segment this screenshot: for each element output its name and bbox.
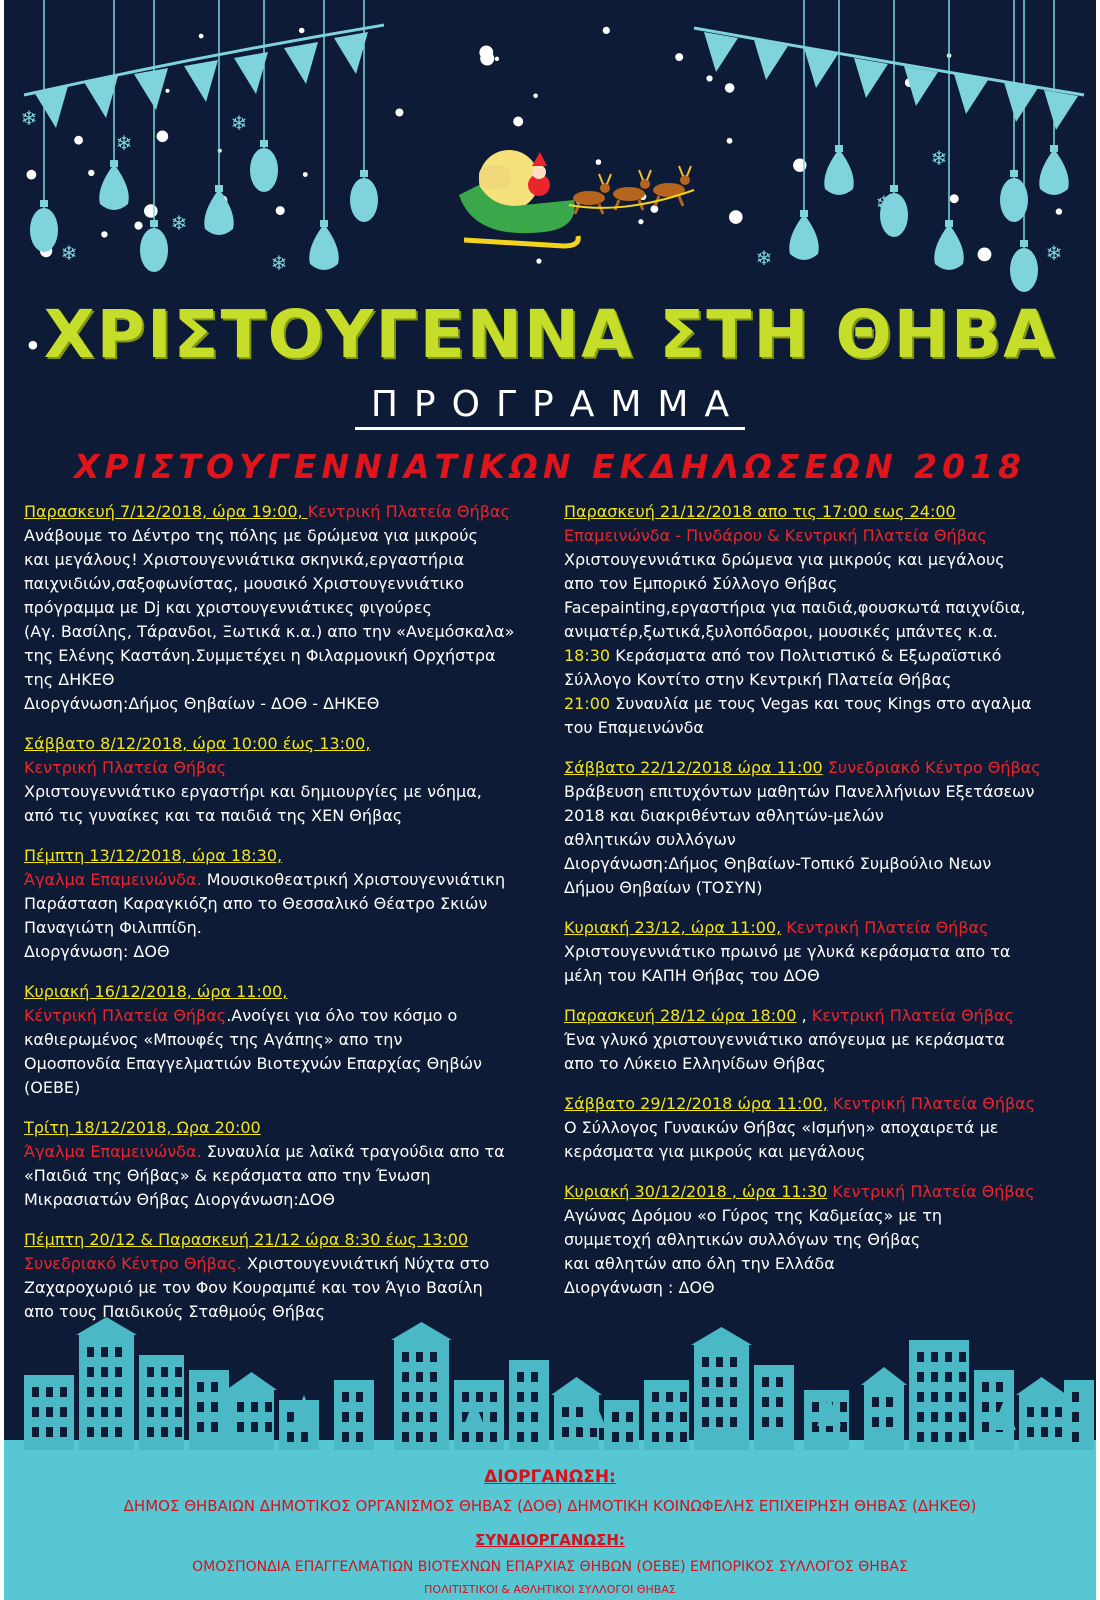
event-text: καθιερωμένος «Μπουφές της Αγάπης» απο την xyxy=(24,1030,403,1049)
event-location: Κεντρική Πλατεία Θήβας xyxy=(24,758,227,777)
coorganizer-heading: ΣΥΝΔΙΟΡΓΑΝΩΣΗ: xyxy=(475,1531,625,1549)
svg-text:❄: ❄ xyxy=(170,211,188,235)
event-line xyxy=(564,876,1084,900)
event-date: Σάββατο 22/12/2018 ώρα 11:00 xyxy=(564,758,823,777)
program-event xyxy=(564,1092,1084,1164)
event-text: Facepainting,εργαστήρια για παιδιά,φουσκωτά παιχνίδια, xyxy=(564,598,1026,617)
event-text: Αγώνας Δρόμου «ο Γύρος της Καδμείας» με τη xyxy=(564,1206,943,1225)
ornament-icon xyxy=(30,0,1069,292)
event-location: Συνεδριακό Κέντρο Θήβας. xyxy=(24,1254,242,1273)
event-text: (ΟΕΒΕ) xyxy=(24,1078,81,1097)
event-text: παιχνιδιών,σαξοφωνίστας, μουσικό Χριστουγεννιάτικο xyxy=(24,574,465,593)
event-line xyxy=(24,668,554,692)
event-text: .Ανοίγει για όλο τον κόσμο ο xyxy=(226,1006,458,1025)
event-location: Κέντρική Πλατεία Θήβας xyxy=(24,1006,227,1025)
event-line xyxy=(24,1252,554,1276)
event-text: Παράσταση Καραγκιόζη απο το Θεσσαλικό Θέατρο Σκιών xyxy=(24,894,488,913)
event-text: Βράβευση επιτυχόντων μαθητών Πανελλήνιων Εξετάσεων xyxy=(564,782,1035,801)
event-line xyxy=(564,916,1084,940)
event-line xyxy=(24,844,554,868)
event-text: Μικρασιατών Θήβας Διοργάνωση:ΔΟΘ xyxy=(24,1190,335,1209)
event-location: Κεντρική Πλατεία Θήβας xyxy=(827,1182,1035,1201)
svg-text:❄: ❄ xyxy=(60,241,78,265)
program-event xyxy=(24,732,554,828)
program-event xyxy=(24,500,554,716)
svg-text:❄: ❄ xyxy=(875,191,893,215)
event-text: Ο Σύλλογος Γυναικών Θήβας «Ισμήνη» αποχαιρετά με xyxy=(564,1118,999,1137)
event-date: Πέμπτη 13/12/2018, ώρα 18:30, xyxy=(24,846,283,865)
event-line xyxy=(564,1276,1084,1300)
event-line xyxy=(564,1028,1084,1052)
event-text: από τις γυναίκες και τα παιδιά της ΧΕΝ Θήβας xyxy=(24,806,403,825)
event-line xyxy=(564,1204,1084,1228)
event-text: Διοργάνωση:Δήμος Θηβαίων - ΔΟΘ - ΔΗΚΕΘ xyxy=(24,694,380,713)
event-text: Ομοσπονδία Επαγγελματιών Βιοτεχνών Επαρχίας Θηβών xyxy=(24,1054,482,1073)
event-text: μέλη του ΚΑΠΗ Θήβας του ΔΟΘ xyxy=(564,966,820,985)
event-line xyxy=(24,980,554,1004)
svg-text:❄: ❄ xyxy=(755,246,773,270)
svg-text:❄: ❄ xyxy=(930,146,948,170)
event-line xyxy=(24,1300,554,1324)
event-line xyxy=(24,916,554,940)
event-date: Παρασκευή 28/12 ώρα 18:00 xyxy=(564,1006,797,1025)
program-heading xyxy=(4,384,1096,425)
svg-text:❄: ❄ xyxy=(270,251,288,275)
event-text: Ζαχαροχωριό με τον Φον Κουραμπιέ και τον Άγιο Βασίλη xyxy=(24,1278,483,1297)
program-event xyxy=(24,1116,554,1212)
event-text: Διοργάνωση:Δήμος Θηβαίων-Τοπικό Συμβούλιο Νεων xyxy=(564,854,992,873)
event-line xyxy=(24,1188,554,1212)
event-text: απο τους Παιδικούς Σταθμούς Θήβας xyxy=(24,1302,326,1321)
event-text: Χριστουγεννιάτικο πρωινό με γλυκά κεράσματα απο τα xyxy=(564,942,1011,961)
event-location: Κεντρική Πλατεία Θήβας xyxy=(781,918,989,937)
event-line xyxy=(564,780,1084,804)
event-location: Επαμεινώνδα - Πινδάρου & Κεντρική Πλατεία Θήβας xyxy=(564,526,987,545)
poster xyxy=(4,0,1096,1600)
event-text: Διοργάνωση: ΔΟΘ xyxy=(24,942,170,961)
event-line xyxy=(564,572,1084,596)
event-line xyxy=(564,548,1084,572)
event-line xyxy=(564,1180,1084,1204)
event-line xyxy=(24,692,554,716)
event-text: 2018 και διακριθέντων αθλητών-μελών xyxy=(564,806,884,825)
event-text: της Ελένης Καστάνη.Συμμετέχει η Φιλαρμονική Ορχήστρα xyxy=(24,646,496,665)
event-line xyxy=(24,756,554,780)
event-text: ανιματέρ,ξωτικά,ξυλοπόδαροι, μουσικές μπάντες κ.α. xyxy=(564,622,998,641)
event-location: Κεντρική Πλατεία Θήβας xyxy=(307,502,510,521)
event-text: Δήμου Θηβαίων (ΤΟΣΥΝ) xyxy=(564,878,763,897)
event-text: Χριστουγεννιάτικα δρώμενα για μικρούς και μεγάλους xyxy=(564,550,1005,569)
organizers-line: ΔΗΜΟΣ ΘΗΒΑΙΩΝ ΔΗΜΟΤΙΚΟΣ ΟΡΓΑΝΙΣΜΟΣ ΘΗΒΑΣ (ΔΟΘ) ΔΗΜΟΤΙΚΗ ΚΟΙΝΩΦΕΛΗΣ ΕΠΙΧΕΙΡΗΣΗ ΘΗΒΑΣ (ΔΗΚΕΘ) xyxy=(123,1497,977,1515)
event-text: συμμετοχή αθλητικών συλλόγων της Θήβας xyxy=(564,1230,921,1249)
svg-text:❄: ❄ xyxy=(1055,91,1073,115)
bunting-flags-icon xyxy=(24,25,1084,130)
event-line xyxy=(564,596,1084,620)
program-column-left xyxy=(24,500,554,1340)
event-line xyxy=(564,1140,1084,1164)
clubs-line: ΠΟΛΙΤΙΣΤΙΚΟΙ & ΑΘΛΗΤΙΚΟΙ ΣΥΛΛΟΓΟΙ ΘΗΒΑΣ xyxy=(424,1583,676,1596)
event-line xyxy=(24,1228,554,1252)
program-column-right xyxy=(564,500,1084,1316)
event-line xyxy=(564,940,1084,964)
santa-sleigh-icon xyxy=(459,150,578,246)
event-line xyxy=(24,1140,554,1164)
event-line xyxy=(564,716,1084,740)
event-text: αθλητικών συλλόγων xyxy=(564,830,736,849)
event-line xyxy=(24,1276,554,1300)
events-heading: ΧΡΙΣΤΟΥΓΕΝΝΙΑΤΙΚΩΝ ΕΚΔΗΛΩΣΕΩΝ 2018 xyxy=(73,447,1026,486)
event-date: Παρασκευή 21/12/2018 απο τις 17:00 εως 24:00 xyxy=(564,502,956,521)
event-date: Τρίτη 18/12/2018, Ωρα 20:00 xyxy=(24,1118,261,1137)
event-text: Μουσικοθεατρική Χριστουγεννιάτικη xyxy=(201,870,506,889)
event-text: κεράσματα για μικρούς και μεγάλους xyxy=(564,1142,866,1161)
event-text: Χριστουγεννιάτική Νύχτα στο xyxy=(241,1254,490,1273)
city-skyline-icon xyxy=(4,1317,1096,1600)
event-line xyxy=(24,780,554,804)
event-date: 21:00 xyxy=(564,694,611,713)
event-line xyxy=(24,500,554,524)
event-line xyxy=(24,1028,554,1052)
event-line xyxy=(564,668,1084,692)
event-line xyxy=(24,1052,554,1076)
event-text: «Παιδιά της Θήβας» & κεράσματα απο την Ένωση xyxy=(24,1166,431,1185)
event-text: Κεράσματα από τον Πολιτιστικό & Εξωραϊστικό xyxy=(610,646,1002,665)
event-text: απο το Λύκειο Ελληνίδων Θήβας xyxy=(564,1054,826,1073)
program-event xyxy=(564,1180,1084,1300)
event-location: Άγαλμα Επαμεινώνδα. xyxy=(24,1142,202,1161)
svg-text:❄: ❄ xyxy=(115,131,133,155)
organizer-heading: ΔΙΟΡΓΑΝΩΣΗ: xyxy=(484,1467,616,1487)
event-line xyxy=(24,1076,554,1100)
event-location: Άγαλμα Επαμεινώνδα. xyxy=(24,870,202,889)
event-line xyxy=(564,1052,1084,1076)
svg-text:❄: ❄ xyxy=(20,106,38,130)
event-date: Πέμπτη 20/12 & Παρασκευή 21/12 ώρα 8:30 έως 13:00 xyxy=(24,1230,469,1249)
svg-text:❄: ❄ xyxy=(1045,241,1063,265)
event-line xyxy=(24,892,554,916)
event-line xyxy=(564,964,1084,988)
reindeer-icon xyxy=(569,166,694,214)
coorganizers-line: ΟΜΟΣΠΟΝΔΙΑ ΕΠΑΓΓΕΛΜΑΤΙΩΝ ΒΙΟΤΕΧΝΩΝ ΕΠΑΡΧΙΑΣ ΘΗΒΩΝ (ΟΕΒΕ) ΕΜΠΟΡΙΚΟΣ ΣΥΛΛΟΓΟΣ ΘΗΒΑΣ xyxy=(192,1559,908,1575)
event-line xyxy=(24,1004,554,1028)
event-text: απο τον Εμπορικό Σύλλογο Θήβας xyxy=(564,574,838,593)
event-line xyxy=(24,620,554,644)
event-text: και μεγάλους! Χριστουγεννιάτικα σκηνικά,εργαστήρια xyxy=(24,550,465,569)
event-text: Χριστουγεννιάτικο εργαστήρι και δημιουργίες με νόημα, xyxy=(24,782,482,801)
event-line xyxy=(564,852,1084,876)
poster-title: ΧΡΙΣΤΟΥΓΕΝΝΑ ΣΤΗ ΘΗΒΑ xyxy=(43,296,1057,373)
event-date: 18:30 xyxy=(564,646,611,665)
event-location: Κεντρική Πλατεία Θήβας xyxy=(811,1006,1014,1025)
program-event xyxy=(564,500,1084,740)
event-line xyxy=(564,1116,1084,1140)
program-event xyxy=(564,916,1084,988)
event-text: του Επαμεινώνδα xyxy=(564,718,704,737)
event-line xyxy=(24,868,554,892)
event-text: Διοργάνωση : ΔΟΘ xyxy=(564,1278,715,1297)
event-date: Σάββατο 29/12/2018 ώρα 11:00, xyxy=(564,1094,828,1113)
event-text: Συναυλία με λαϊκά τραγούδια απο τα xyxy=(201,1142,505,1161)
event-line xyxy=(564,1228,1084,1252)
event-location: Συνεδριακό Κέντρο Θήβας xyxy=(822,758,1041,777)
program-event xyxy=(24,844,554,964)
event-text: πρόγραμμα με Dj και χριστουγεννιάτικες φιγούρες xyxy=(24,598,432,617)
event-text: Παναγιώτη Φιλιππίδη. xyxy=(24,918,202,937)
event-text: Ανάβουμε το Δέντρο της πόλης με δρώμενα για μικρούς xyxy=(24,526,478,545)
event-date: Κυριακή 16/12/2018, ώρα 11:00, xyxy=(24,982,288,1001)
event-line xyxy=(564,756,1084,780)
svg-text:❄: ❄ xyxy=(230,111,248,135)
event-date: Κυριακή 30/12/2018 , ώρα 11:30 xyxy=(564,1182,828,1201)
event-line xyxy=(564,620,1084,644)
event-line xyxy=(24,572,554,596)
event-line xyxy=(564,500,1084,524)
event-location: Κεντρική Πλατεία Θήβας xyxy=(827,1094,1036,1113)
event-line xyxy=(564,1092,1084,1116)
event-text: (Αγ. Βασίλης, Τάρανδοι, Ξωτικά κ.α.) απο την «Ανεμόσκαλα» xyxy=(24,622,515,641)
event-line xyxy=(564,692,1084,716)
event-line xyxy=(24,1164,554,1188)
event-text: της ΔΗΚΕΘ xyxy=(24,670,115,689)
program-event xyxy=(24,1228,554,1324)
event-line xyxy=(24,524,554,548)
event-text: Συναυλία με τους Vegas και τους Kings στο αγαλμα xyxy=(610,694,1032,713)
event-line xyxy=(24,596,554,620)
event-line xyxy=(564,1004,1084,1028)
event-line xyxy=(24,940,554,964)
event-date: Παρασκευή 7/12/2018, ώρα 19:00, xyxy=(24,502,308,521)
event-line xyxy=(564,804,1084,828)
program-heading-text: ΠΡΟΓΡΑΜΜΑ xyxy=(355,384,745,430)
program-event xyxy=(24,980,554,1100)
event-line xyxy=(24,644,554,668)
event-text: και αθλητών απο όλη την Ελλάδα xyxy=(564,1254,835,1273)
event-date: Κυριακή 23/12, ώρα 11:00, xyxy=(564,918,782,937)
event-text: Σύλλογο Κοντίτο στην Κεντρική Πλατεία Θήβας xyxy=(564,670,952,689)
event-text: , xyxy=(796,1006,812,1025)
event-text: Ένα γλυκό χριστουγεννιάτικο απόγευμα με κεράσματα xyxy=(564,1030,1005,1049)
event-line xyxy=(564,524,1084,548)
event-date: Σάββατο 8/12/2018, ώρα 10:00 έως 13:00, xyxy=(24,734,371,753)
event-line xyxy=(24,548,554,572)
event-line xyxy=(24,732,554,756)
event-line xyxy=(24,804,554,828)
event-line xyxy=(564,828,1084,852)
event-line xyxy=(24,1116,554,1140)
program-event xyxy=(564,1004,1084,1076)
event-line xyxy=(564,1252,1084,1276)
program-event xyxy=(564,756,1084,900)
event-line xyxy=(564,644,1084,668)
